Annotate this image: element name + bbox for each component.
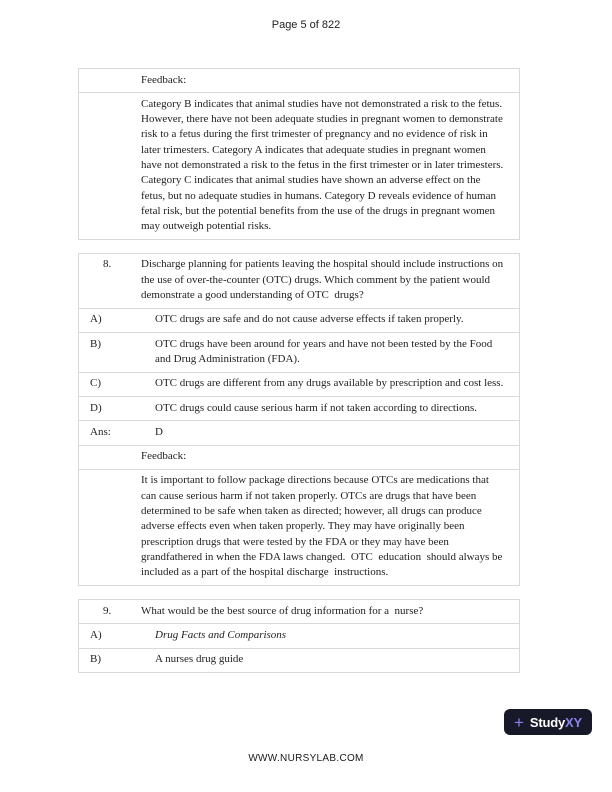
feedback-label: Feedback: [141,73,187,86]
question-text: Discharge planning for patients leaving the hospital should include instructions on the use of over-the-counter (OTC) drugs. Which comment by the patient would demonstrate a good understanding of OTC drugs? [141,258,506,302]
answer-label: Ans: [90,425,111,438]
plus-icon: + [513,712,524,732]
question-number: 8. [103,258,112,271]
option-text: OTC drugs have been around for years and have not been tested by the Food and Drug Administration (FDA). [155,337,495,365]
option-text: OTC drugs are safe and do not cause adverse effects if taken properly. [155,313,464,326]
feedback-text-row [79,469,519,585]
option-letter: D) [90,401,102,414]
option-row-b [79,332,519,372]
question-row [79,600,519,623]
feedback-block-q7 [78,68,520,240]
question-number: 9. [103,604,112,617]
option-text: OTC drugs could cause serious harm if not taken according to directions. [155,401,477,414]
question-9-block [78,599,520,673]
option-letter: A) [90,628,102,641]
footer-website-link[interactable]: WWW.NURSYLAB.COM [248,753,364,764]
feedback-text: Category B indicates that animal studies have not demonstrated a risk to the fetus. However, there have not been adequate studies in pregnant women to demonstrate risk to a fetus during the first trimester of pregnancy and no evidence of risk in later trimesters. Category A indicates that adequate studies in pregnant women have not demonstrated a risk to the fetus in the first trimester or in later trimesters. Category C indicates that animal studies have shown an adverse effect on the fetus, but no adequate studies in humans. Category D reveals evidence of human fetal risk, but the potential benefits from the use of the drugs in pregnant women may outweigh potential risks. [141,97,507,233]
feedback-label: Feedback: [141,450,187,463]
document-body [78,68,520,673]
feedback-text: It is important to follow package directions because OTCs are medications that can cause serious harm if not taken properly. OTCs are drugs that have been determined to be safe when taken as directed; however, all drugs can produce adverse effects even when taken properly. They may have originally been prescription drugs that were tested by the FDA or they may have been grandfathered in when the FDA laws changed. OTC education should always be included as a part of the hospital discharge instructions. [141,474,506,579]
option-text: Drug Facts and Comparisons [155,628,287,641]
option-text: OTC drugs are different from any drugs available by prescription and cost less. [155,377,504,390]
brand-name [530,715,582,730]
option-row-d [79,396,519,420]
option-text: A nurses drug guide [155,653,244,666]
answer-row [79,420,519,444]
option-letter: B) [90,337,101,350]
option-letter: C) [90,377,101,390]
option-row-b [79,648,519,672]
feedback-text-row [79,92,519,239]
feedback-label-row [79,445,519,469]
studyxy-logo-badge [504,709,592,735]
answer-value: D [155,425,163,438]
option-letter: B) [90,653,101,666]
page-number-header: Page 5 of 822 [271,19,341,31]
brand-name-accent: XY [565,714,582,730]
brand-name-primary: Study [529,714,566,730]
feedback-label-row [79,69,519,92]
option-row-a [79,623,519,647]
question-row [79,254,519,308]
option-letter: A) [90,313,102,326]
question-8-block [78,253,520,586]
question-text: What would be the best source of drug information for a nurse? [141,604,424,617]
option-row-a [79,308,519,332]
option-row-c [79,372,519,396]
